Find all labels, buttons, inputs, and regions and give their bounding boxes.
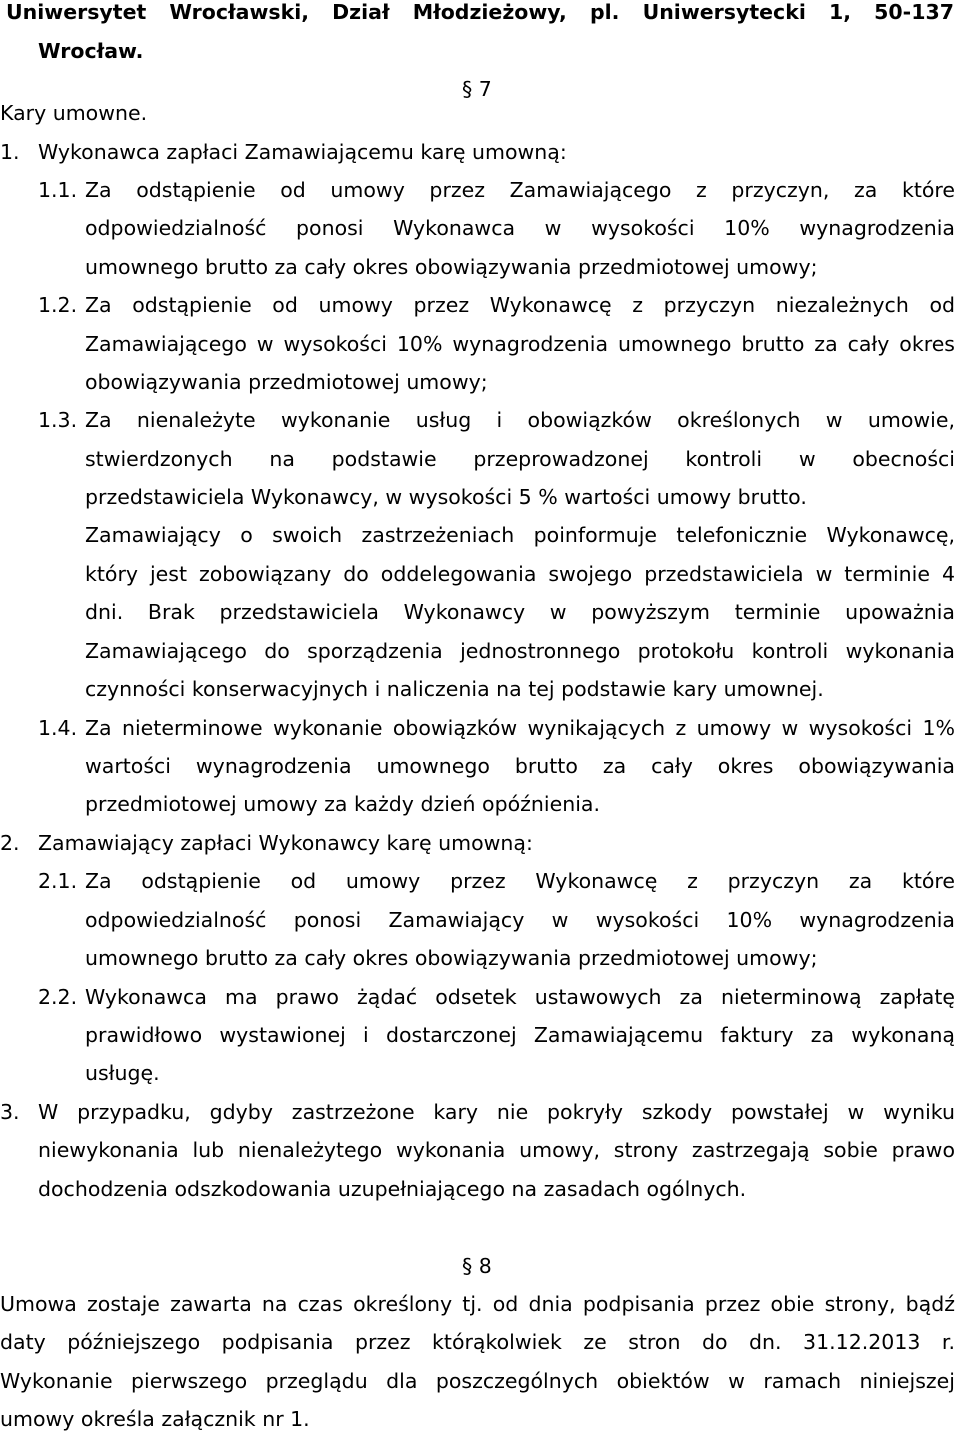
- section-7-heading: § 7: [462, 77, 492, 101]
- item-1-2-line: Zamawiającego w wysokości 10% wynagrodzenia umownego brutto za cały okres: [85, 332, 955, 356]
- item-1-1-line: umownego brutto za cały okres obowiązywania przedmiotowej umowy;: [85, 255, 818, 279]
- item-1-2-line: Za odstąpienie od umowy przez Wykonawcę z przyczyn niezależnych od: [85, 293, 955, 317]
- section-7-title: Kary umowne.: [0, 101, 148, 125]
- item-2-2-line: Wykonawca ma prawo żądać odsetek ustawowych za nieterminową zapłatę: [85, 985, 955, 1009]
- item-2-2-line: usługę.: [85, 1061, 160, 1085]
- item-2-2-number: 2.2.: [38, 985, 78, 1009]
- item-1-4-number: 1.4.: [38, 716, 78, 740]
- item-1-3-line: przedstawiciela Wykonawcy, w wysokości 5 % wartości umowy brutto.: [85, 485, 807, 509]
- item-2-1-line: Za odstąpienie od umowy przez Wykonawcę z przyczyn za które: [85, 869, 955, 893]
- section-8-line: daty późniejszego podpisania przez którąkolwiek ze stron do dn. 31.12.2013 r.: [0, 1330, 955, 1354]
- section-8-heading: § 8: [462, 1254, 492, 1278]
- item-1-2-number: 1.2.: [38, 293, 78, 317]
- item-3-line: niewykonania lub nienależytego wykonania umowy, strony zastrzegają sobie prawo: [38, 1138, 955, 1162]
- item-3-line: dochodzenia odszkodowania uzupełniającego na zasadach ogólnych.: [38, 1177, 747, 1201]
- item-3-line: W przypadku, gdyby zastrzeżone kary nie pokryły szkody powstałej w wyniku: [38, 1100, 955, 1124]
- header-line-2: Wrocław.: [38, 39, 144, 63]
- item-1-2-line: obowiązywania przedmiotowej umowy;: [85, 370, 488, 394]
- item-1-3-line: dni. Brak przedstawiciela Wykonawcy w powyższym terminie upoważnia: [85, 600, 955, 624]
- item-1-3-line: który jest zobowiązany do oddelegowania swojego przedstawiciela w terminie 4: [85, 562, 955, 586]
- item-2-number: 2.: [0, 831, 20, 855]
- item-1-text: Wykonawca zapłaci Zamawiającemu karę umowną:: [38, 140, 567, 164]
- item-3-number: 3.: [0, 1100, 20, 1124]
- item-1-3-line: Za nienależyte wykonanie usług i obowiązków określonych w umowie,: [85, 408, 955, 432]
- item-1-1-line: odpowiedzialność ponosi Wykonawca w wysokości 10% wynagrodzenia: [85, 216, 955, 240]
- item-2-1-line: umownego brutto za cały okres obowiązywania przedmiotowej umowy;: [85, 946, 818, 970]
- item-1-1-number: 1.1.: [38, 178, 78, 202]
- item-2-1-line: odpowiedzialność ponosi Zamawiający w wysokości 10% wynagrodzenia: [85, 908, 955, 932]
- item-2-2-line: prawidłowo wystawionej i dostarczonej Zamawiającemu faktury za wykonaną: [85, 1023, 955, 1047]
- header-line-1: Uniwersytet Wrocławski, Dział Młodzieżowy, pl. Uniwersytecki 1, 50-137: [6, 0, 954, 24]
- item-1-3-number: 1.3.: [38, 408, 78, 432]
- item-1-4-line: Za nieterminowe wykonanie obowiązków wynikających z umowy w wysokości 1%: [85, 716, 955, 740]
- item-2-1-number: 2.1.: [38, 869, 78, 893]
- item-2-text: Zamawiający zapłaci Wykonawcy karę umowną:: [38, 831, 533, 855]
- item-1-3-line: Zamawiający o swoich zastrzeżeniach poinformuje telefonicznie Wykonawcę,: [85, 523, 955, 547]
- section-8-line: Wykonanie pierwszego przeglądu dla poszczególnych obiektów w ramach niniejszej: [0, 1369, 955, 1393]
- item-1-3-line: stwierdzonych na podstawie przeprowadzonej kontroli w obecności: [85, 447, 955, 471]
- item-1-number: 1.: [0, 140, 20, 164]
- section-8-line: umowy określa załącznik nr 1.: [0, 1407, 310, 1431]
- section-8-line: Umowa zostaje zawarta na czas określony tj. od dnia podpisania przez obie strony, bądź: [0, 1292, 955, 1316]
- item-1-4-line: przedmiotowej umowy za każdy dzień opóźnienia.: [85, 792, 600, 816]
- item-1-3-line: Zamawiającego do sporządzenia jednostronnego protokołu kontroli wykonania: [85, 639, 955, 663]
- item-1-1-line: Za odstąpienie od umowy przez Zamawiającego z przyczyn, za które: [85, 178, 955, 202]
- item-1-4-line: wartości wynagrodzenia umownego brutto za cały okres obowiązywania: [85, 754, 955, 778]
- item-1-3-line: czynności konserwacyjnych i naliczenia na tej podstawie kary umownej.: [85, 677, 824, 701]
